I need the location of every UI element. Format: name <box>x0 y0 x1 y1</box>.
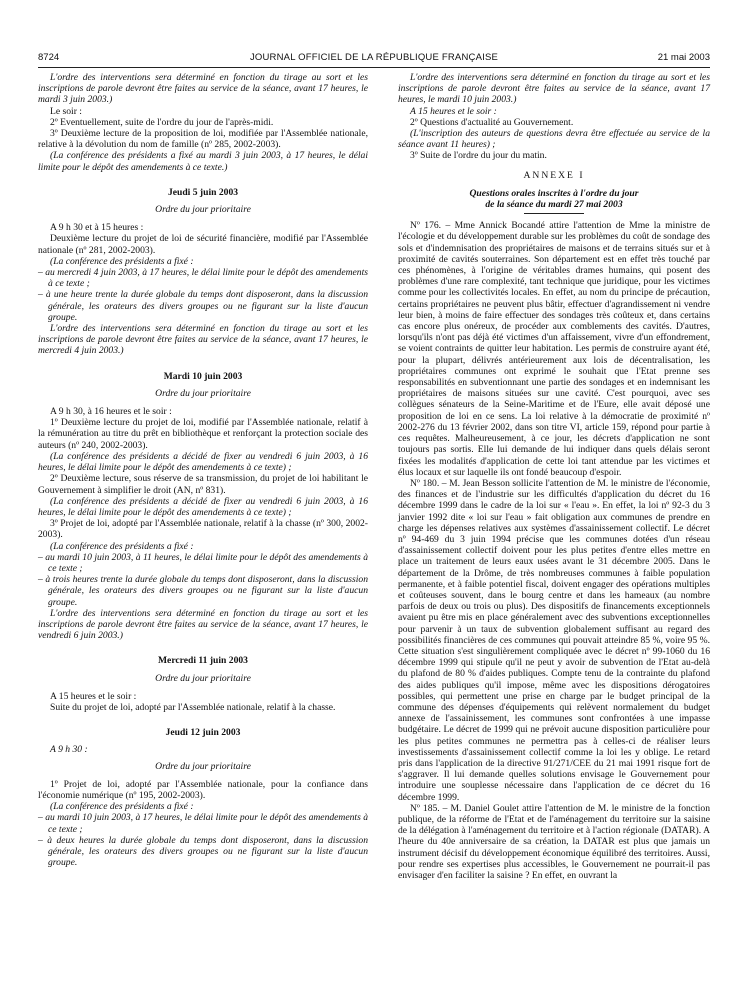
questions-title: Questions orales inscrites à l'ordre du jour <box>469 187 639 199</box>
agenda-item: Deuxième lecture du projet de loi de sécurité financière, modifié par l'Assemblée nationale (nº 281, 2002-2003). <box>38 233 368 256</box>
question-185: Nº 185. – M. Daniel Goulet attire l'attention de M. le ministre de la fonction publique, de la réforme de l'Etat et de l'aménagement du territoire sur la saisine de la délégation à l'aménagement du territoire et à l'action régionale (DATAR). A l'heure du 40e anniversaire de sa création, la DATAR est plus que jamais un instrument décisif du développement économique équilibré des territoires. Aussi, pour rendre ses expertises plus accessibles, le Gouvernement ne pourrait-il pas envisager d'en faciliter la saisine ? En effet, en ouvrant la <box>398 802 710 882</box>
day-heading-mardi-10: Mardi 10 juin 2003 <box>163 370 243 382</box>
annex-heading: ANNEXE I <box>523 169 585 181</box>
order-heading: Ordre du jour prioritaire <box>155 387 251 399</box>
question-180: Nº 180. – M. Jean Besson sollicite l'attention de M. le ministre de l'économie, des finances et de l'industrie sur les difficultés d'application du décret du 16 décembre 1999 dans le cadre de la loi sur « l'eau ». En effet, la loi nº 92-3 du 3 janvier 1992 dite « loi sur l'eau » fait obligation aux communes de prendre en charge les dépenses relatives aux systèmes d'assainissement collectif. Le décret nº 94-469 du 3 juin 1994 précise que les communes dotées d'un réseau d'assainissement collectif doivent pour les plus petites d'entre elles mettre en place un traitement de leurs eaux usées avant le 31 décembre 2005. Dans le département de la Drôme, de très nombreuses communes à faible population permanente, et à faible potentiel fiscal, doivent engager des opérations multiples et coûteuses souvent, dans le bourg centre et dans les hameaux (au nombre parfois de deux ou trois ou plus). Des dispositifs de financements exceptionnels avaient pu être mis en place généralement avec des subventions exceptionnelles pour parvenir à un taux de subvention globalement suffisant au regard des possibilités financières de ces communes qui pouvait atteindre 85 %, voire 95 %. Cette situation s'est singulièrement compliquée avec le décret nº 99-1060 du 16 décembre 1999 qui stipule qu'il ne peut y avoir de subvention de l'Etat au-delà du plafond de 80 % d'aides publiques. Compte tenu de la contrainte du plafond des aides publiques qu'il impose, même avec les dispositions dérogatoires possibles, qui permettent une prise en charge par le budget principal de la commune des dépenses d'équipements qui relèvent normalement du budget annexe de l'assainissement, les communes sont confrontées à une impasse budgétaire. Le décret de 1999 qui ne prévoit aucune disposition particulière pour les plus petites communes ne permettra pas à celles-ci de réaliser leurs investissements d'assainissement collectif comme la loi les y oblige. Le retard pris dans l'application de la directive 91/271/CEE du 21 mai 1991 risque fort de s'aggraver. Il lui demande quelles solutions envisage le Gouvernement pour introduire une souplesse nécessaire dans l'application de ce décret du 16 décembre 1999. <box>398 477 710 803</box>
page-number: 8724 <box>38 52 60 63</box>
day-heading-jeudi-12: Jeudi 12 juin 2003 <box>165 727 241 739</box>
le-soir: Le soir : <box>50 105 82 117</box>
dash-item: – à trois heures trente la durée globale du temps dont disposeront, dans la discussion générale, les orateurs des divers groupes ou ne figurant sur la liste d'aucun groupe. <box>38 574 368 608</box>
order-heading: Ordre du jour prioritaire <box>155 760 251 772</box>
agenda-item: Suite du projet de loi, adopté par l'Assemblée nationale, relatif à la chasse. <box>50 701 336 713</box>
dash-item: – au mardi 10 juin 2003, à 11 heures, le délai limite pour le dépôt des amendements à ce texte ; <box>38 551 368 574</box>
session-time: A 9 h 30, à 16 heures et le soir : <box>50 406 172 418</box>
interventions-note: L'ordre des interventions sera déterminé en fonction du tirage au sort et les inscriptions de parole devront être faites au service de la séance, avant 17 heures, le vendredi 6 juin 2003.) <box>38 607 368 642</box>
questions-subtitle: de la séance du mardi 27 mai 2003 <box>485 199 623 211</box>
header-rule <box>38 67 710 68</box>
left-column <box>38 72 368 868</box>
conference-note: (La conférence des présidents a fixé : <box>50 255 194 267</box>
day-heading-jeudi-5: Jeudi 5 juin 2003 <box>167 186 239 198</box>
session-time: A 15 heures et le soir : <box>50 690 137 702</box>
conference-note: (La conférence des présidents a fixé : <box>50 801 194 813</box>
inscription-note: (L'inscription des auteurs de questions devra être effectuée au service de la séance avant 11 heures) ; <box>398 128 710 151</box>
session-time: A 9 h 30 et à 15 heures : <box>50 222 144 234</box>
session-time: A 9 h 30 : <box>50 744 88 756</box>
intro-note: L'ordre des interventions sera déterminé en fonction du tirage au sort et les inscriptions de parole devront être faites au service de la séance, avant 17 heures, le mardi 3 juin 2003.) <box>38 72 368 106</box>
intro-note: L'ordre des interventions sera déterminé en fonction du tirage au sort et les inscriptions de parole devront être faites au service de la séance, avant 17 heures, le mardi 10 juin 2003.) <box>398 72 710 106</box>
item-2: 2º Eventuellement, suite de l'ordre du jour de l'après-midi. <box>50 116 274 128</box>
dash-item: – à deux heures la durée globale du temps dont disposeront, dans la discussion générale, les orateurs des divers groupes ou ne figurant sur la liste d'aucun groupe. <box>38 834 368 869</box>
conference-note: (La conférence des présidents a décidé de fixer au vendredi 6 juin 2003, à 16 heures, le délai limite pour le dépôt des amendements à ce texte) ; <box>38 495 368 518</box>
question-176: Nº 176. – Mme Annick Bocandé attire l'attention de Mme la ministre de l'écologie et du développement durable sur les problèmes du coût de sondage des sols et d'indemnisation des propriétaires de maisons et de terrains situés sur et à proximité de cavités souterraines. Son département est en effet très touché par ces phénomènes, à l'origine de véritables drames humains, qui posent des problèmes d'une rare complexité, tant technique que juridique, pour les victimes comme pour les collectivités locales. En effet, au nom du principe de précaution, certains propriétaires ne peuvent plus bâtir, effectuer d'agrandissement ni vendre leur bien, à moins de faire effectuer des sondages très coûteux et, dans certains cas encore plus onéreux, de procéder aux comblements des cavités. D'autres, lorsqu'ils n'ont pas déjà été victimes d'un affaissement, vivre d'un effondrement, se voient contraints de quitter leur habitation. Les permis de construire ayant été, pour la plupart, délivrés antérieurement aux lois de décentralisation, les propriétaires communes ont exprimé le souhait que l'Etat prenne ses responsabilités en subventionnant une partie des sondages et en indemnisant les propriétaires de maisons situées sur une cavité. C'est pourquoi, avec ses collègues sénateurs de la Seine-Maritime et de l'Eure, elle avait déposé une proposition de loi en ce sens. La loi relative à la démocratie de proximité nº 2002-276 du 13 février 2002, dans son titre VI, article 159, répond pour partie à ces requêtes. Malheureusement, à ce jour, les décrets d'application ne sont toujours pas sortis. Elle lui demande de lui indiquer dans quels délais seront fixées les modalités d'application de cette loi tant attendue par les victimes et élus locaux et sur laquelle ils ont fondé beaucoup d'espoir. <box>398 220 710 478</box>
item-3: 3º Suite de l'ordre du jour du matin. <box>410 150 547 162</box>
journal-title: JOURNAL OFFICIEL DE LA RÉPUBLIQUE FRANÇAISE <box>249 52 499 63</box>
day-heading-mercredi-11: Mercredi 11 juin 2003 <box>158 655 248 667</box>
session-time: A 15 heures et le soir : <box>410 105 497 117</box>
page-header <box>38 52 710 66</box>
order-heading: Ordre du jour prioritaire <box>155 672 251 684</box>
dash-item: – au mardi 10 juin 2003, à 17 heures, le délai limite pour le dépôt des amendements à ce texte ; <box>38 812 368 835</box>
dash-item: – à une heure trente la durée globale du temps dont disposeront, dans la discussion générale, les orateurs des divers groupes ou ne figurant sur la liste d'aucun groupe. <box>38 289 368 323</box>
item-3: 3º Deuxième lecture de la proposition de loi, modifiée par l'Assemblée nationale, relative à la dévolution du nom de famille (nº 285, 2002-2003). <box>38 128 368 151</box>
agenda-item: 2º Deuxième lecture, sous réserve de sa transmission, du projet de loi habilitant le Gouvernement à simplifier le droit (AN, nº 831). <box>38 473 368 496</box>
dash-item: – au mercredi 4 juin 2003, à 17 heures, le délai limite pour le dépôt des amendements à ce texte ; <box>38 267 368 290</box>
item-2: 2º Questions d'actualité au Gouvernement. <box>410 116 574 128</box>
agenda-item: 1º Projet de loi, adopté par l'Assemblée nationale, pour la confiance dans l'économie numérique (nº 195, 2002-2003). <box>38 778 368 801</box>
order-heading: Ordre du jour prioritaire <box>155 204 251 216</box>
title-rule <box>524 213 584 214</box>
issue-date: 21 mai 2003 <box>657 52 710 63</box>
conference-note: (La conférence des présidents a fixé au mardi 3 juin 2003, à 17 heures, le délai limite pour le dépôt des amendements à ce texte.) <box>38 150 368 173</box>
conference-note: (La conférence des présidents a décidé de fixer au vendredi 6 juin 2003, à 16 heures, le délai limite pour le dépôt des amendements à ce texte) ; <box>38 450 368 474</box>
conference-note: (La conférence des présidents a fixé : <box>50 540 194 552</box>
right-column <box>398 72 710 881</box>
agenda-item: 3º Projet de loi, adopté par l'Assemblée nationale, relatif à la chasse (nº 300, 2002-2003). <box>38 518 368 541</box>
agenda-item: 1º Deuxième lecture du projet de loi, modifié par l'Assemblée nationale, relatif à la rémunération au titre du prêt en bibliothèque et renforçant la protection sociale des auteurs (nº 240, 2002-2003). <box>38 417 368 451</box>
interventions-note: L'ordre des interventions sera déterminé en fonction du tirage au sort et les inscriptions de parole devront être faites au service de la séance, avant 17 heures, le mercredi 4 juin 2003.) <box>38 323 368 357</box>
